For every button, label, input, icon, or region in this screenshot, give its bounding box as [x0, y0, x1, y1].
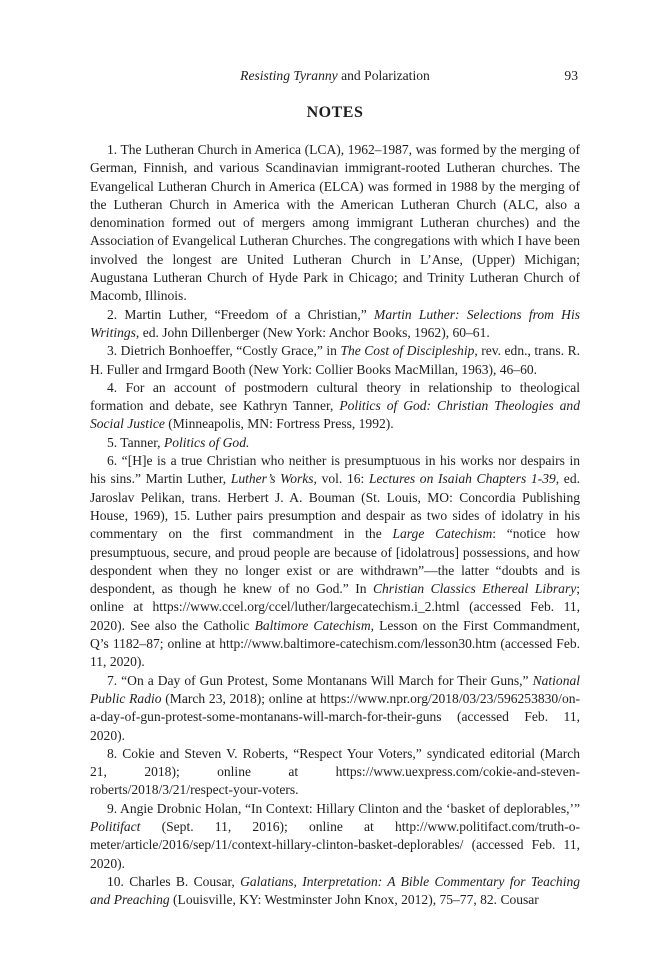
note-text: , Lesson on the First Commandment, Q’s 1182–87; online at http://www.baltimore-catechism.com/lesson30.htm (accessed Feb. 11, 2020).	[90, 617, 580, 670]
note-7	[90, 672, 580, 745]
note-italic-text: National Public Radio	[90, 672, 580, 706]
note-italic-text: Politics of God.	[163, 434, 250, 450]
note-5	[90, 434, 580, 452]
note-italic-text: Baltimore Catechism	[254, 617, 371, 633]
running-head-italic-title: Resisting Tyranny	[240, 68, 338, 83]
note-text: 9. Angie Drobnic Holan, “In Context: Hillary Clinton and the ‘basket of deplorables,’”	[107, 800, 580, 816]
note-text: 6. “[H]e is a true Christian who neither is presumptuous in his works nor despairs in his sins.” Martin Luther,	[90, 453, 580, 487]
note-text: 10. Charles B. Cousar,	[107, 873, 241, 889]
note-6	[90, 452, 580, 672]
note-italic-text: Politics of God: Christian Theologies and Social Justice	[90, 398, 580, 432]
note-italic-text: Luther’s Works	[230, 471, 314, 487]
running-head-title-rest: and Polarization	[337, 68, 430, 83]
note-10	[90, 873, 580, 910]
note-2	[90, 306, 580, 343]
running-head	[90, 66, 580, 86]
note-text: , vol. 16:	[313, 471, 369, 487]
notes-heading: NOTES	[306, 104, 364, 121]
note-text: , rev. edn., trans. R. H. Fuller and Irmgard Booth (New York: Collier Books MacMillan, 1963), 46–60.	[90, 343, 580, 377]
note-text: , ed. John Dillenberger (New York: Anchor Books, 1962), 60–61.	[135, 324, 490, 340]
page-number: 93	[564, 68, 578, 83]
note-italic-text: Martin Luther: Selections from His Writings	[90, 306, 580, 340]
note-text: 3. Dietrich Bonhoeffer, “Costly Grace,” in	[107, 343, 341, 359]
note-italic-text: Politifact	[90, 818, 141, 834]
note-italic-text: The Cost of Discipleship	[340, 343, 475, 359]
note-italic-text: Christian Classics Ethereal Library	[373, 581, 577, 597]
note-text: (March 23, 2018); online at https://www.npr.org/2018/03/23/596253830/on-a-day-of-gun-protest-some-montanans-will-march-for-their-guns (accessed Feb. 11, 2020).	[90, 690, 580, 743]
note-text: (Sept. 11, 2016); online at http://www.politifact.com/truth-o-meter/article/2016/sep/11/context-hillary-clinton-basket-deplorables/ (accessed Feb. 11, 2020).	[90, 818, 580, 871]
note-1	[90, 141, 580, 306]
note-text: 7. “On a Day of Gun Protest, Some Montanans Will March for Their Guns,”	[107, 672, 533, 688]
note-italic-text: Galatians, Interpretation: A Bible Commentary for Teaching and Preaching	[90, 873, 580, 908]
note-italic-text: Large Catechism	[392, 526, 493, 542]
note-8	[90, 745, 580, 800]
note-text: ; online at https://www.ccel.org/ccel/luther/largecatechism.i_2.html (accessed Feb. 11, 2020). See also the Catholic	[90, 581, 581, 633]
note-text: 1. The Lutheran Church in America (LCA), 1962–1987, was formed by the merging of German, Finnish, and various Scandinavian immigrant-rooted Lutheran churches. The Evangelical Lutheran Church in America (ELCA) was formed in 1988 by the merging of the Lutheran Church in America with the American Lutheran Church (ALC, also a denomination formed out of mergers among immigrant Lutheran churches) and the Association of Evangelical Lutheran Churches. The congregations with which I have been involved the longest are United Lutheran Church in L’Anse, (Upper) Michigan; Augustana Lutheran Church of Hyde Park in Chicago; and Trinity Lutheran Church of Macomb, Illinois.	[90, 142, 580, 304]
note-4	[90, 379, 580, 434]
note-text: 2. Martin Luther, “Freedom of a Christian,”	[107, 306, 375, 322]
note-text: 4. For an account of postmodern cultural theory in relationship to theological formation and debate, see Kathryn Tanner,	[90, 379, 580, 414]
note-3	[90, 342, 580, 379]
note-text: : “notice how presumptuous, secure, and proud people are because of [idolatrous] possessions, and how despondent when they no longer exist or are withdrawn”—the latter “doubts and is despondent, as though he knew of no God.” In	[90, 526, 580, 597]
note-text: , ed. Jaroslav Pelikan, trans. Herbert J. A. Bouman (St. Louis, MO: Concordia Publishing House, 1969), 15. Luther pairs presumption and despair as two sides of idolatry in his commentary on the first commandment in the	[90, 471, 580, 542]
notes-list	[90, 141, 580, 909]
note-italic-text: Lectures on Isaiah Chapters 1-39	[368, 471, 556, 487]
note-text: (Louisville, KY: Westminster John Knox, 2012), 75–77, 82. Cousar	[169, 892, 539, 908]
note-text: 5. Tanner,	[107, 434, 164, 450]
note-9	[90, 800, 580, 873]
note-text: 8. Cokie and Steven V. Roberts, “Respect Your Voters,” syndicated editorial (March 21, 2018); online at https://www.uexpress.com/cokie-and-steven-roberts/2018/3/21/respect-your-voters.	[90, 745, 580, 798]
note-text: (Minneapolis, MN: Fortress Press, 1992).	[164, 416, 394, 432]
